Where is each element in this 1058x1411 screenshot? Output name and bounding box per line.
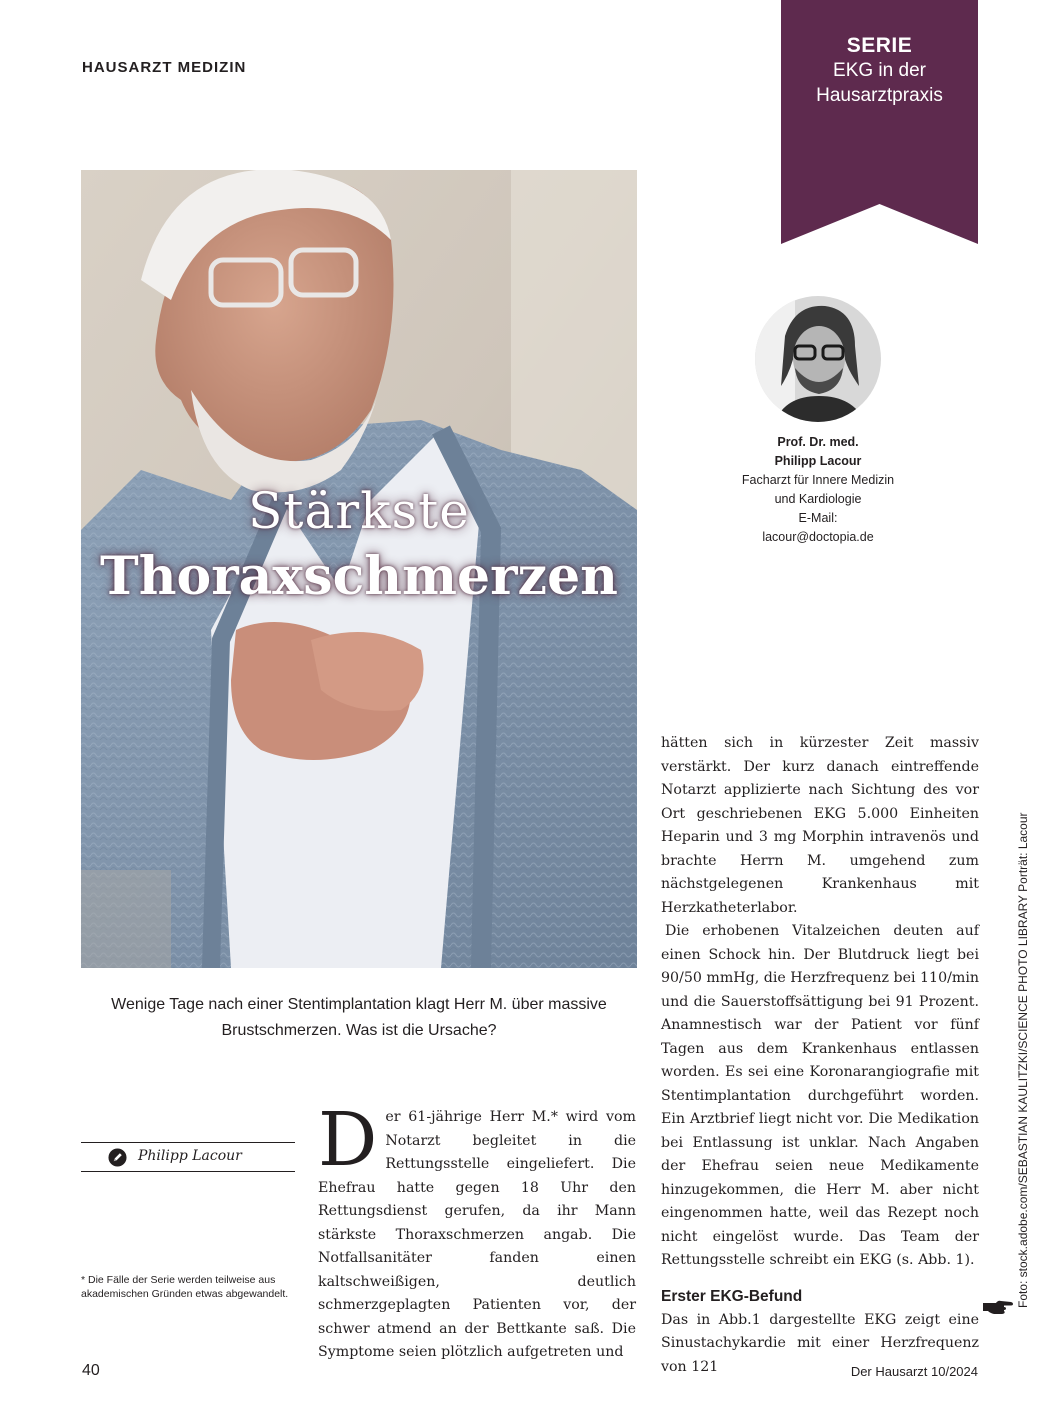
article-paragraph-1: hätten sich in kürzester Zeit massiv verstärkt. Der kurz danach eintreffende Notarzt applizierte nach Sichtung des vor Ort geschriebenen EKG 5.000 Einheiten Heparin und 3 mg Morphin intravenös und brachte Herrn M. umgehend zum nächstgelegenen Krankenhaus mit Herzkatheterlabor.	[661, 735, 979, 916]
hero-image	[81, 170, 637, 968]
pointing-hand-icon	[982, 1296, 1014, 1316]
drop-cap: D	[318, 1097, 378, 1183]
article-paragraph-2: Die erhobenen Vitalzeichen deuten auf einen Schock hin. Der Blutdruck liegt bei 90/50 mmHg, die Herzfrequenz bei 110/min und die Sauerstoffsättigung bei 91 Prozent. Anamnestisch war der Patient vor fünf Tagen aus dem Krankenhaus entlassen worden. Es sei eine Koronarangiografie mit Stentimplantation durchgeführt worden. Ein Arztbrief liegt nicht vor. Die Medikation bei Entlassung ist unklar. Nach Angaben der Ehefrau seien neue Medikamente hinzugekommen, die Herr M. aber nicht eingenommen hatte, weil das Rezept noch nicht eingelöst wurde. Das Team der Rettungsstelle schreibt ein EKG (s. Abb. 1).	[661, 923, 980, 1268]
article-paragraph-3: Das in Abb.1 dargestellte EKG zeigt eine Sinustachykardie mit einer Herzfrequenz von 121	[661, 1311, 979, 1375]
author-name-line2: Philipp Lacour	[774, 454, 862, 468]
pen-icon	[108, 1148, 127, 1167]
image-caption	[81, 992, 637, 1044]
subheading-ekg: Erster EKG-Befund	[661, 1287, 803, 1305]
page-number: 40	[82, 1362, 100, 1379]
byline-name: Philipp Lacour	[138, 1148, 242, 1164]
photo-credits: Foto: stock.adobe.com/SEBASTIAN KAULITZKI/SCIENCE PHOTO LIBRARY Porträt: Lacour	[1016, 812, 1030, 1308]
author-email-label: E-Mail:	[798, 511, 838, 525]
author-email[interactable]: lacour@doctopia.de	[762, 530, 874, 544]
caption-line1: Wenige Tage nach einer Stentimplantation klagt Herr M. über massive	[111, 996, 607, 1013]
hero-title-line2: Thoraxschmerzen	[100, 546, 618, 607]
article-column-1	[318, 1097, 636, 1365]
author-info	[700, 433, 936, 547]
series-banner	[781, 0, 978, 244]
section-label: HAUSARZT MEDIZIN	[82, 59, 247, 76]
banner-subtitle-line1: EKG in der	[833, 60, 926, 81]
issue-label: Der Hausarzt 10/2024	[850, 1364, 978, 1379]
author-role-line2: und Kardiologie	[774, 492, 862, 506]
author-portrait	[755, 296, 881, 422]
banner-subtitle-line2: Hausarztpraxis	[816, 85, 943, 106]
footnote: * Die Fälle der Serie werden teilweise aus akademischen Gründen etwas abgewandelt.	[81, 1274, 289, 1300]
author-name-line1: Prof. Dr. med.	[777, 435, 859, 449]
author-role-line1: Facharzt für Innere Medizin	[741, 473, 895, 487]
byline	[81, 1142, 295, 1172]
hero-title-line1: Stärkste	[248, 482, 470, 540]
banner-title: SERIE	[846, 34, 913, 57]
article-column-2	[661, 732, 979, 1379]
article-intro-text: er 61-jährige Herr M.* wird vom Notarzt begleitet in die Rettungsstelle eingeliefert. Die Ehefrau hatte gegen 18 Uhr den Rettungsdienst gerufen, da ihr Mann stärkste Thoraxschmerzen angab. Die Notfallsanitäter fanden einen kaltschweißigen, deutlich schmerzgeplagten Patienten vor, der schwer atmend an der Bettkante saß. Die Symptome seien plötzlich aufgetreten und	[318, 1109, 636, 1360]
caption-line2: Brustschmerzen. Was ist die Ursache?	[221, 1022, 497, 1039]
